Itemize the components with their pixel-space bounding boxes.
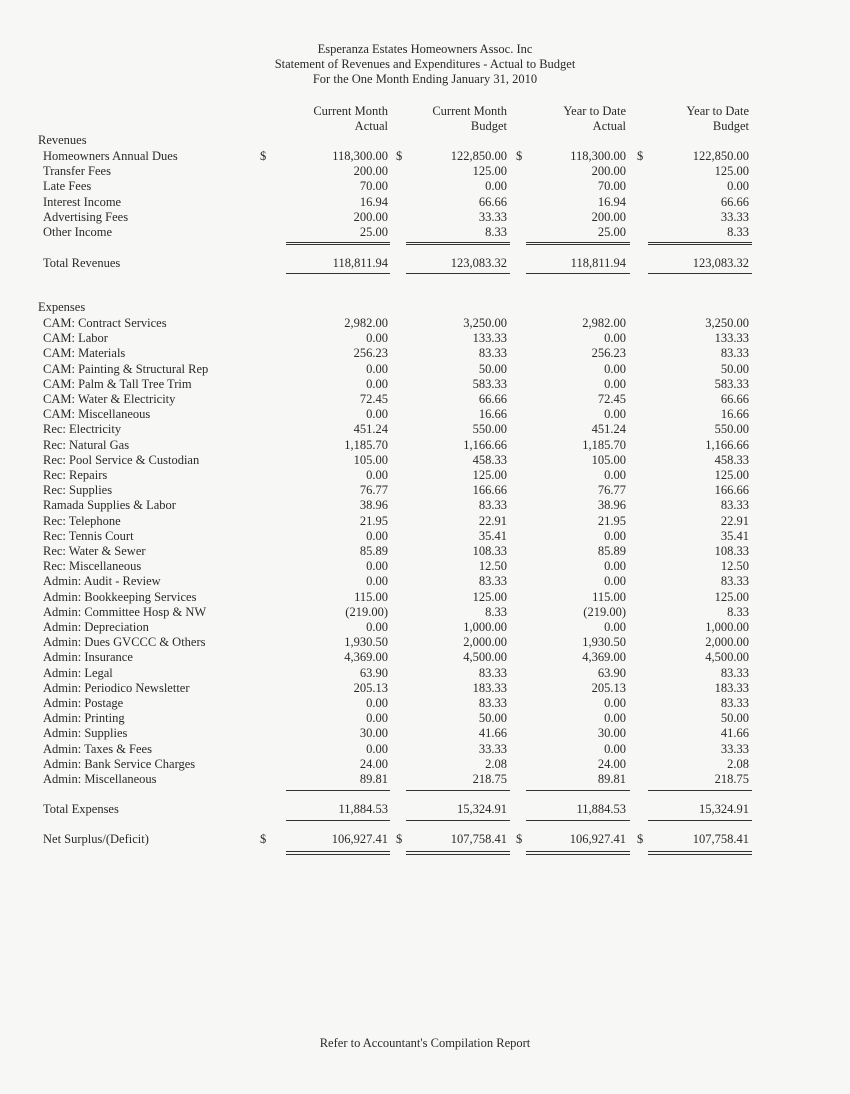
revenue-row-label: Homeowners Annual Dues [43,149,178,163]
expense-value-col1: 63.90 [359,665,388,680]
expense-value-col2: 108.33 [472,544,507,558]
expense-value-col1: 85.89 [359,544,388,558]
expense-value-col2: 583.33 [472,376,507,391]
expense-value-col2: 133.33 [472,331,507,346]
revenue-first-row-dollar-sign: $ [396,149,403,163]
expense-value-col4: 458.33 [714,452,749,467]
total-revenues-value-col1: 118,811.94 [332,256,388,270]
expense-value-col3: 21.95 [597,513,626,528]
expense-value-col1: 0.00 [366,741,388,756]
expense-row-label: Admin: Supplies [43,726,128,741]
expense-value-col4: 108.33 [714,544,749,558]
expense-value-col1: 0.00 [366,361,388,376]
expense-value-col1: 24.00 [359,756,388,771]
expense-value-col3: 0.00 [604,468,626,482]
expense-value-col3: 115.00 [592,589,626,604]
expense-row-label: Rec: Electricity [43,422,122,437]
revenue-value-col4: 0.00 [727,179,749,194]
expense-row-label: Rec: Telephone [43,513,121,528]
expense-value-col3: 30.00 [597,726,626,741]
expense-value-col4: 550.00 [714,422,749,437]
total-rule [406,820,510,821]
column-header-line2: Budget [470,119,507,133]
column-header-line1: Current Month [432,104,507,118]
revenue-value-col4: 122,850.00 [692,149,749,163]
column-header-2 [387,104,507,134]
expense-value-col4: 83.33 [720,498,749,513]
expense-value-col3: 0.00 [604,407,626,422]
expense-value-col1: 1,185.70 [344,437,388,452]
expense-value-col3: 205.13 [591,680,626,695]
net-surplus-value-col3: 106,927.41 [569,832,626,846]
revenue-value-col4: 66.66 [720,194,749,209]
revenue-value-col3: 16.94 [597,194,626,209]
report-period: For the One Month Ending January 31, 2010 [312,72,538,86]
expense-row-label: Admin: Depreciation [43,620,149,634]
subtotal-rule [286,790,390,791]
expense-row-label: Admin: Insurance [43,650,133,665]
total-expenses-label: Total Expenses [43,802,119,816]
expense-value-col3: 4,369.00 [582,650,626,665]
subtotal-rule [648,242,752,243]
expense-value-col1: 105.00 [353,452,388,467]
column-header-line2: Actual [354,119,388,133]
expense-value-col2: 83.33 [478,574,507,589]
revenue-value-col1: 70.00 [359,179,388,194]
revenue-row-label: Advertising Fees [43,209,129,224]
subtotal-rule [406,242,510,243]
expense-value-col2: 35.41 [478,528,507,543]
expense-value-col1: 0.00 [366,559,388,574]
expense-row-label: Admin: Committee Hosp & NW [43,604,207,619]
expense-value-col4: 41.66 [720,726,749,741]
expense-value-col4: 218.75 [714,772,749,786]
revenue-value-col2: 0.00 [485,179,507,194]
expense-value-col1: 89.81 [359,772,388,786]
expense-value-col1: 0.00 [366,376,388,391]
revenue-value-col2: 8.33 [485,225,507,239]
expense-value-col1: 0.00 [366,407,388,422]
expense-value-col2: 33.33 [478,741,507,756]
column-header-4 [629,104,749,134]
column-header-line2: Budget [712,119,749,133]
revenue-value-col3: 200.00 [591,209,626,224]
expense-row-label: CAM: Palm & Tall Tree Trim [43,376,192,391]
expense-value-col3: 105.00 [591,452,626,467]
expense-value-col2: 8.33 [485,604,507,619]
expense-row-label: Admin: Audit - Review [43,574,161,589]
subtotal-rule [526,244,630,245]
expense-row-label: Admin: Dues GVCCC & Others [43,635,206,650]
revenue-first-row-dollar-sign: $ [516,149,523,163]
net-surplus-dollar-sign: $ [396,832,403,846]
subtotal-rule [286,244,390,245]
expense-value-col1: 0.00 [366,696,388,710]
expense-value-col4: 50.00 [720,361,749,376]
expense-value-col2: 458.33 [472,452,507,467]
revenue-value-col1: 118,300.00 [332,149,388,163]
expenses-section-label: Expenses [38,300,86,314]
expense-value-col1: 2,982.00 [344,316,388,330]
expense-value-col3: 451.24 [591,422,626,437]
revenue-value-col1: 25.00 [359,225,388,239]
net-surplus-value-col1: 106,927.41 [331,832,388,846]
expense-value-col2: 2.08 [485,756,507,771]
expense-value-col4: 1,000.00 [705,620,749,634]
expense-row-label: Rec: Miscellaneous [43,559,142,574]
revenue-value-col3: 25.00 [597,225,626,239]
revenue-value-col2: 125.00 [472,164,507,179]
subtotal-rule [648,790,752,791]
expense-value-col3: 256.23 [591,346,626,361]
expense-row-label: Admin: Taxes & Fees [43,741,152,756]
expense-value-col3: 76.77 [597,483,626,498]
expense-value-col2: 3,250.00 [463,316,507,330]
subtotal-rule [406,790,510,791]
total-expenses-value-col4: 15,324.91 [699,802,749,816]
expense-value-col3: 38.96 [597,498,626,513]
expense-value-col1: 38.96 [359,498,388,513]
net-surplus-dollar-sign: $ [260,832,267,846]
expense-value-col2: 50.00 [478,361,507,376]
expense-value-col3: 63.90 [597,665,626,680]
revenue-first-row-dollar-sign: $ [260,149,267,163]
expense-row-label: Rec: Natural Gas [43,437,130,452]
expense-value-col2: 41.66 [478,726,507,741]
expense-value-col3: 0.00 [604,528,626,543]
column-header-line2: Actual [592,119,626,133]
expense-value-col4: 35.41 [720,528,749,543]
expense-value-col3: 1,930.50 [582,635,626,650]
subtotal-rule [406,244,510,245]
expense-row-label: CAM: Contract Services [43,316,167,330]
expense-value-col4: 583.33 [714,376,749,391]
expense-value-col2: 166.66 [472,483,507,498]
company-name: Esperanza Estates Homeowners Assoc. Inc [317,42,533,56]
expense-value-col1: 1,930.50 [344,635,388,650]
revenue-value-col4: 8.33 [727,225,749,239]
revenue-first-row-dollar-sign: $ [637,149,644,163]
revenue-value-col2: 66.66 [478,194,507,209]
expense-value-col2: 125.00 [472,589,507,604]
revenue-value-col1: 200.00 [353,209,388,224]
revenue-value-col1: 200.00 [353,164,388,179]
subtotal-rule [526,242,630,243]
report-title: Statement of Revenues and Expenditures - Actual to Budget [274,57,576,71]
expense-value-col1: 0.00 [366,528,388,543]
double-rule [406,854,510,855]
expense-value-col1: 4,369.00 [344,650,388,665]
net-surplus-label: Net Surplus/(Deficit) [43,832,149,846]
expense-value-col1: 21.95 [359,513,388,528]
expense-value-col4: 83.33 [720,696,749,710]
expense-value-col3: 0.00 [604,559,626,574]
expense-value-col4: 83.33 [720,574,749,589]
net-surplus-dollar-sign: $ [516,832,523,846]
expense-row-label: Admin: Periodico Newsletter [43,680,190,695]
expense-value-col3: 2,982.00 [582,316,626,330]
expense-value-col1: 76.77 [359,483,388,498]
expense-value-col2: 50.00 [478,711,507,726]
expense-value-col4: 33.33 [720,741,749,756]
total-expenses-value-col1: 11,884.53 [338,802,388,816]
expense-row-label: Rec: Repairs [43,468,108,482]
total-revenues-value-col2: 123,083.32 [450,256,507,270]
expense-value-col4: 4,500.00 [705,650,749,665]
expense-value-col4: 125.00 [714,468,749,482]
expense-row-label: CAM: Materials [43,346,126,361]
subtotal-rule [286,242,390,243]
expense-value-col2: 16.66 [478,407,507,422]
expense-value-col1: 451.24 [353,422,388,437]
expense-row-label: Admin: Printing [43,711,125,726]
expense-value-col1: 256.23 [353,346,388,361]
total-revenues-value-col4: 123,083.32 [692,256,749,270]
expense-row-label: Admin: Bank Service Charges [43,756,196,771]
total-revenues-label: Total Revenues [43,256,121,270]
expense-value-col4: 83.33 [720,665,749,680]
revenue-row-label: Other Income [43,225,113,239]
total-revenues-value-col3: 118,811.94 [570,256,626,270]
column-header-line1: Year to Date [563,104,626,118]
expense-value-col3: 0.00 [604,331,626,346]
expense-row-label: Admin: Bookkeeping Services [43,589,197,604]
expense-value-col4: 8.33 [727,604,749,619]
expense-row-label: CAM: Labor [43,331,108,346]
revenue-row-label: Transfer Fees [43,164,111,179]
net-surplus-value-col4: 107,758.41 [692,832,749,846]
expense-value-col2: 66.66 [478,392,507,406]
double-rule [648,854,752,855]
expense-value-col4: 66.66 [720,392,749,406]
expense-value-col2: 83.33 [478,498,507,513]
expense-value-col4: 2.08 [727,756,749,771]
expense-value-col1: 0.00 [366,574,388,589]
expense-value-col3: 0.00 [604,741,626,756]
net-surplus-dollar-sign: $ [637,832,644,846]
expense-value-col1: 0.00 [366,468,388,482]
column-header-1 [268,104,388,134]
expense-value-col4: 2,000.00 [705,635,749,650]
expense-value-col2: 550.00 [472,422,507,437]
expense-row-label: Rec: Supplies [43,483,113,498]
subtotal-rule [526,790,630,791]
total-rule [526,820,630,821]
double-rule [526,854,630,855]
expense-row-label: Rec: Water & Sewer [43,544,146,558]
expense-value-col4: 183.33 [714,680,749,695]
total-rule [526,273,630,274]
expense-row-label: Admin: Miscellaneous [43,772,157,786]
expense-value-col2: 218.75 [472,772,507,786]
subtotal-rule [648,244,752,245]
column-header-line1: Current Month [313,104,388,118]
expense-value-col3: 0.00 [604,620,626,634]
expense-value-col2: 183.33 [472,680,507,695]
double-rule [286,854,390,855]
expense-value-col3: 0.00 [604,711,626,726]
revenue-value-col1: 16.94 [359,194,388,209]
expense-value-col3: (219.00) [583,604,626,619]
expense-value-col4: 3,250.00 [705,316,749,330]
revenues-section-label: Revenues [38,133,87,147]
expense-value-col1: 30.00 [359,726,388,741]
revenue-value-col4: 125.00 [714,164,749,179]
expense-value-col4: 12.50 [720,559,749,574]
revenue-row-label: Interest Income [43,194,122,209]
expense-row-label: CAM: Water & Electricity [43,392,176,406]
expense-value-col3: 89.81 [597,772,626,786]
expense-value-col1: 0.00 [366,331,388,346]
expense-row-label: Rec: Pool Service & Custodian [43,452,200,467]
expense-row-label: Ramada Supplies & Labor [43,498,176,513]
expense-value-col3: 0.00 [604,376,626,391]
total-expenses-value-col3: 11,884.53 [576,802,626,816]
double-rule [406,851,510,852]
expense-value-col4: 16.66 [720,407,749,422]
revenue-value-col2: 33.33 [478,209,507,224]
total-rule [406,273,510,274]
expense-value-col1: 0.00 [366,711,388,726]
expense-value-col2: 83.33 [478,665,507,680]
expense-value-col2: 125.00 [472,468,507,482]
expense-row-label: CAM: Miscellaneous [43,407,151,422]
revenue-value-col3: 70.00 [597,179,626,194]
expense-value-col3: 72.45 [597,392,626,406]
column-header-3 [506,104,626,134]
expense-row-label: Admin: Postage [43,696,124,710]
expense-value-col4: 50.00 [720,711,749,726]
revenue-value-col3: 118,300.00 [570,149,626,163]
expense-value-col1: 0.00 [366,620,388,634]
net-surplus-value-col2: 107,758.41 [450,832,507,846]
expense-row-label: Rec: Tennis Court [43,528,134,543]
expense-value-col3: 1,185.70 [582,437,626,452]
expense-value-col3: 0.00 [604,574,626,589]
expense-value-col2: 83.33 [478,346,507,361]
expense-value-col3: 24.00 [597,756,626,771]
revenue-value-col3: 200.00 [591,164,626,179]
total-expenses-value-col2: 15,324.91 [457,802,507,816]
expense-value-col2: 12.50 [478,559,507,574]
expense-value-col2: 4,500.00 [463,650,507,665]
expense-value-col2: 22.91 [478,513,507,528]
revenue-row-label: Late Fees [43,179,92,194]
expense-value-col4: 133.33 [714,331,749,346]
expense-value-col4: 1,166.66 [705,437,749,452]
expense-value-col2: 1,166.66 [463,437,507,452]
expense-value-col2: 2,000.00 [463,635,507,650]
expense-value-col2: 83.33 [478,696,507,710]
expense-value-col3: 85.89 [597,544,626,558]
total-rule [648,820,752,821]
double-rule [526,851,630,852]
total-rule [286,273,390,274]
revenue-value-col2: 122,850.00 [450,149,507,163]
double-rule [648,851,752,852]
expense-value-col4: 22.91 [720,513,749,528]
expense-value-col4: 166.66 [714,483,749,498]
total-rule [286,820,390,821]
revenue-value-col4: 33.33 [720,209,749,224]
expense-value-col1: 115.00 [354,589,388,604]
expense-value-col1: 205.13 [353,680,388,695]
expense-value-col2: 1,000.00 [463,620,507,634]
expense-value-col3: 0.00 [604,361,626,376]
expense-value-col4: 83.33 [720,346,749,361]
expense-row-label: Admin: Legal [43,665,113,680]
expense-value-col3: 0.00 [604,696,626,710]
expense-row-label: CAM: Painting & Structural Rep [43,361,209,376]
footer-note: Refer to Accountant's Compilation Report [319,1036,531,1050]
double-rule [286,851,390,852]
expense-value-col1: (219.00) [345,604,388,619]
total-rule [648,273,752,274]
column-header-line1: Year to Date [686,104,749,118]
expense-value-col4: 125.00 [714,589,749,604]
expense-value-col1: 72.45 [359,392,388,406]
